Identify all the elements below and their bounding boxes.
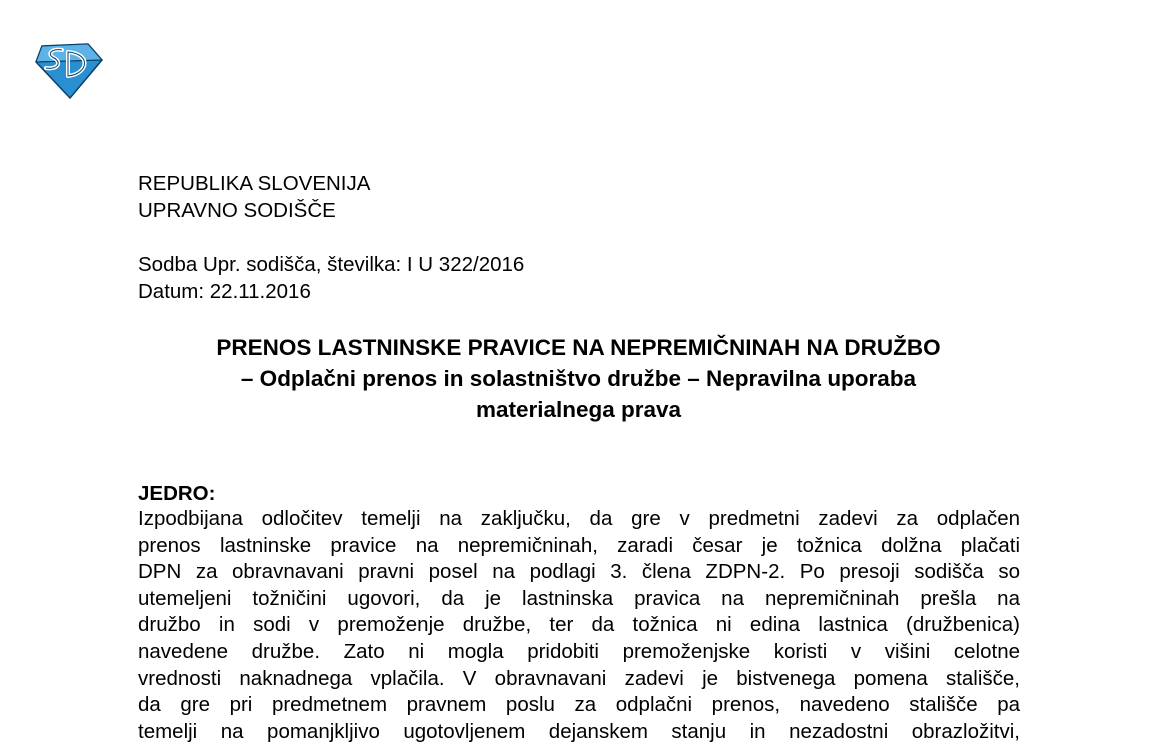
body-line: navedene družbe. Zato ni mogla pridobiti premoženjske koristi v višini celotne [138, 639, 1020, 663]
body-line: temelji na pomanjkljivo ugotovljenem dejanskem stanju in nezadostni obrazložitvi, [138, 719, 1020, 743]
court-name: UPRAVNO SODIŠČE [138, 199, 336, 222]
body-line: DPN za obravnavani pravni posel na podlagi 3. člena ZDPN-2. Po presoji sodišča so [138, 560, 1020, 584]
judgment-date: Datum: 22.11.2016 [138, 280, 311, 303]
title-line-1: PRENOS LASTNINSKE PRAVICE NA NEPREMIČNINAH NA DRUŽBO [216, 335, 941, 360]
judgment-number: Sodba Upr. sodišča, številka: I U 322/2016 [138, 253, 525, 276]
body-line: da gre pri predmetnem pravnem poslu za odplačni prenos, navedeno stališče pa [138, 693, 1020, 717]
country-name: REPUBLIKA SLOVENIJA [138, 172, 371, 195]
document-title [130, 332, 1027, 425]
body-line: prenos lastninske pravice na nepremičninah, zaradi česar je tožnica dolžna plačati [138, 533, 1020, 557]
court-header [138, 170, 370, 224]
jedro-body [138, 506, 1020, 745]
body-line: družbo in sodi v premoženje družbe, ter da tožnica ni edina lastnica (družbenica) [138, 613, 1020, 637]
title-line-3: materialnega prava [475, 397, 682, 422]
court-logo [32, 40, 104, 100]
court-logo-emblem [32, 40, 104, 100]
body-line: utemeljeni tožničini ugovori, da je lastninska pravica na nepremičninah prešla na [138, 586, 1020, 610]
title-line-2: – Odplačni prenos in solastništvo družbe – Nepravilna uporaba [240, 366, 917, 391]
body-line: vrednosti naknadnega vplačila. V obravnavani zadevi je bistvenega pomena stališče, [138, 666, 1020, 690]
jedro-heading: JEDRO: [138, 482, 216, 505]
judgment-meta [138, 251, 524, 305]
body-line: Izpodbijana odločitev temelji na zaključku, da gre v predmetni zadevi za odplačen [138, 507, 1020, 530]
